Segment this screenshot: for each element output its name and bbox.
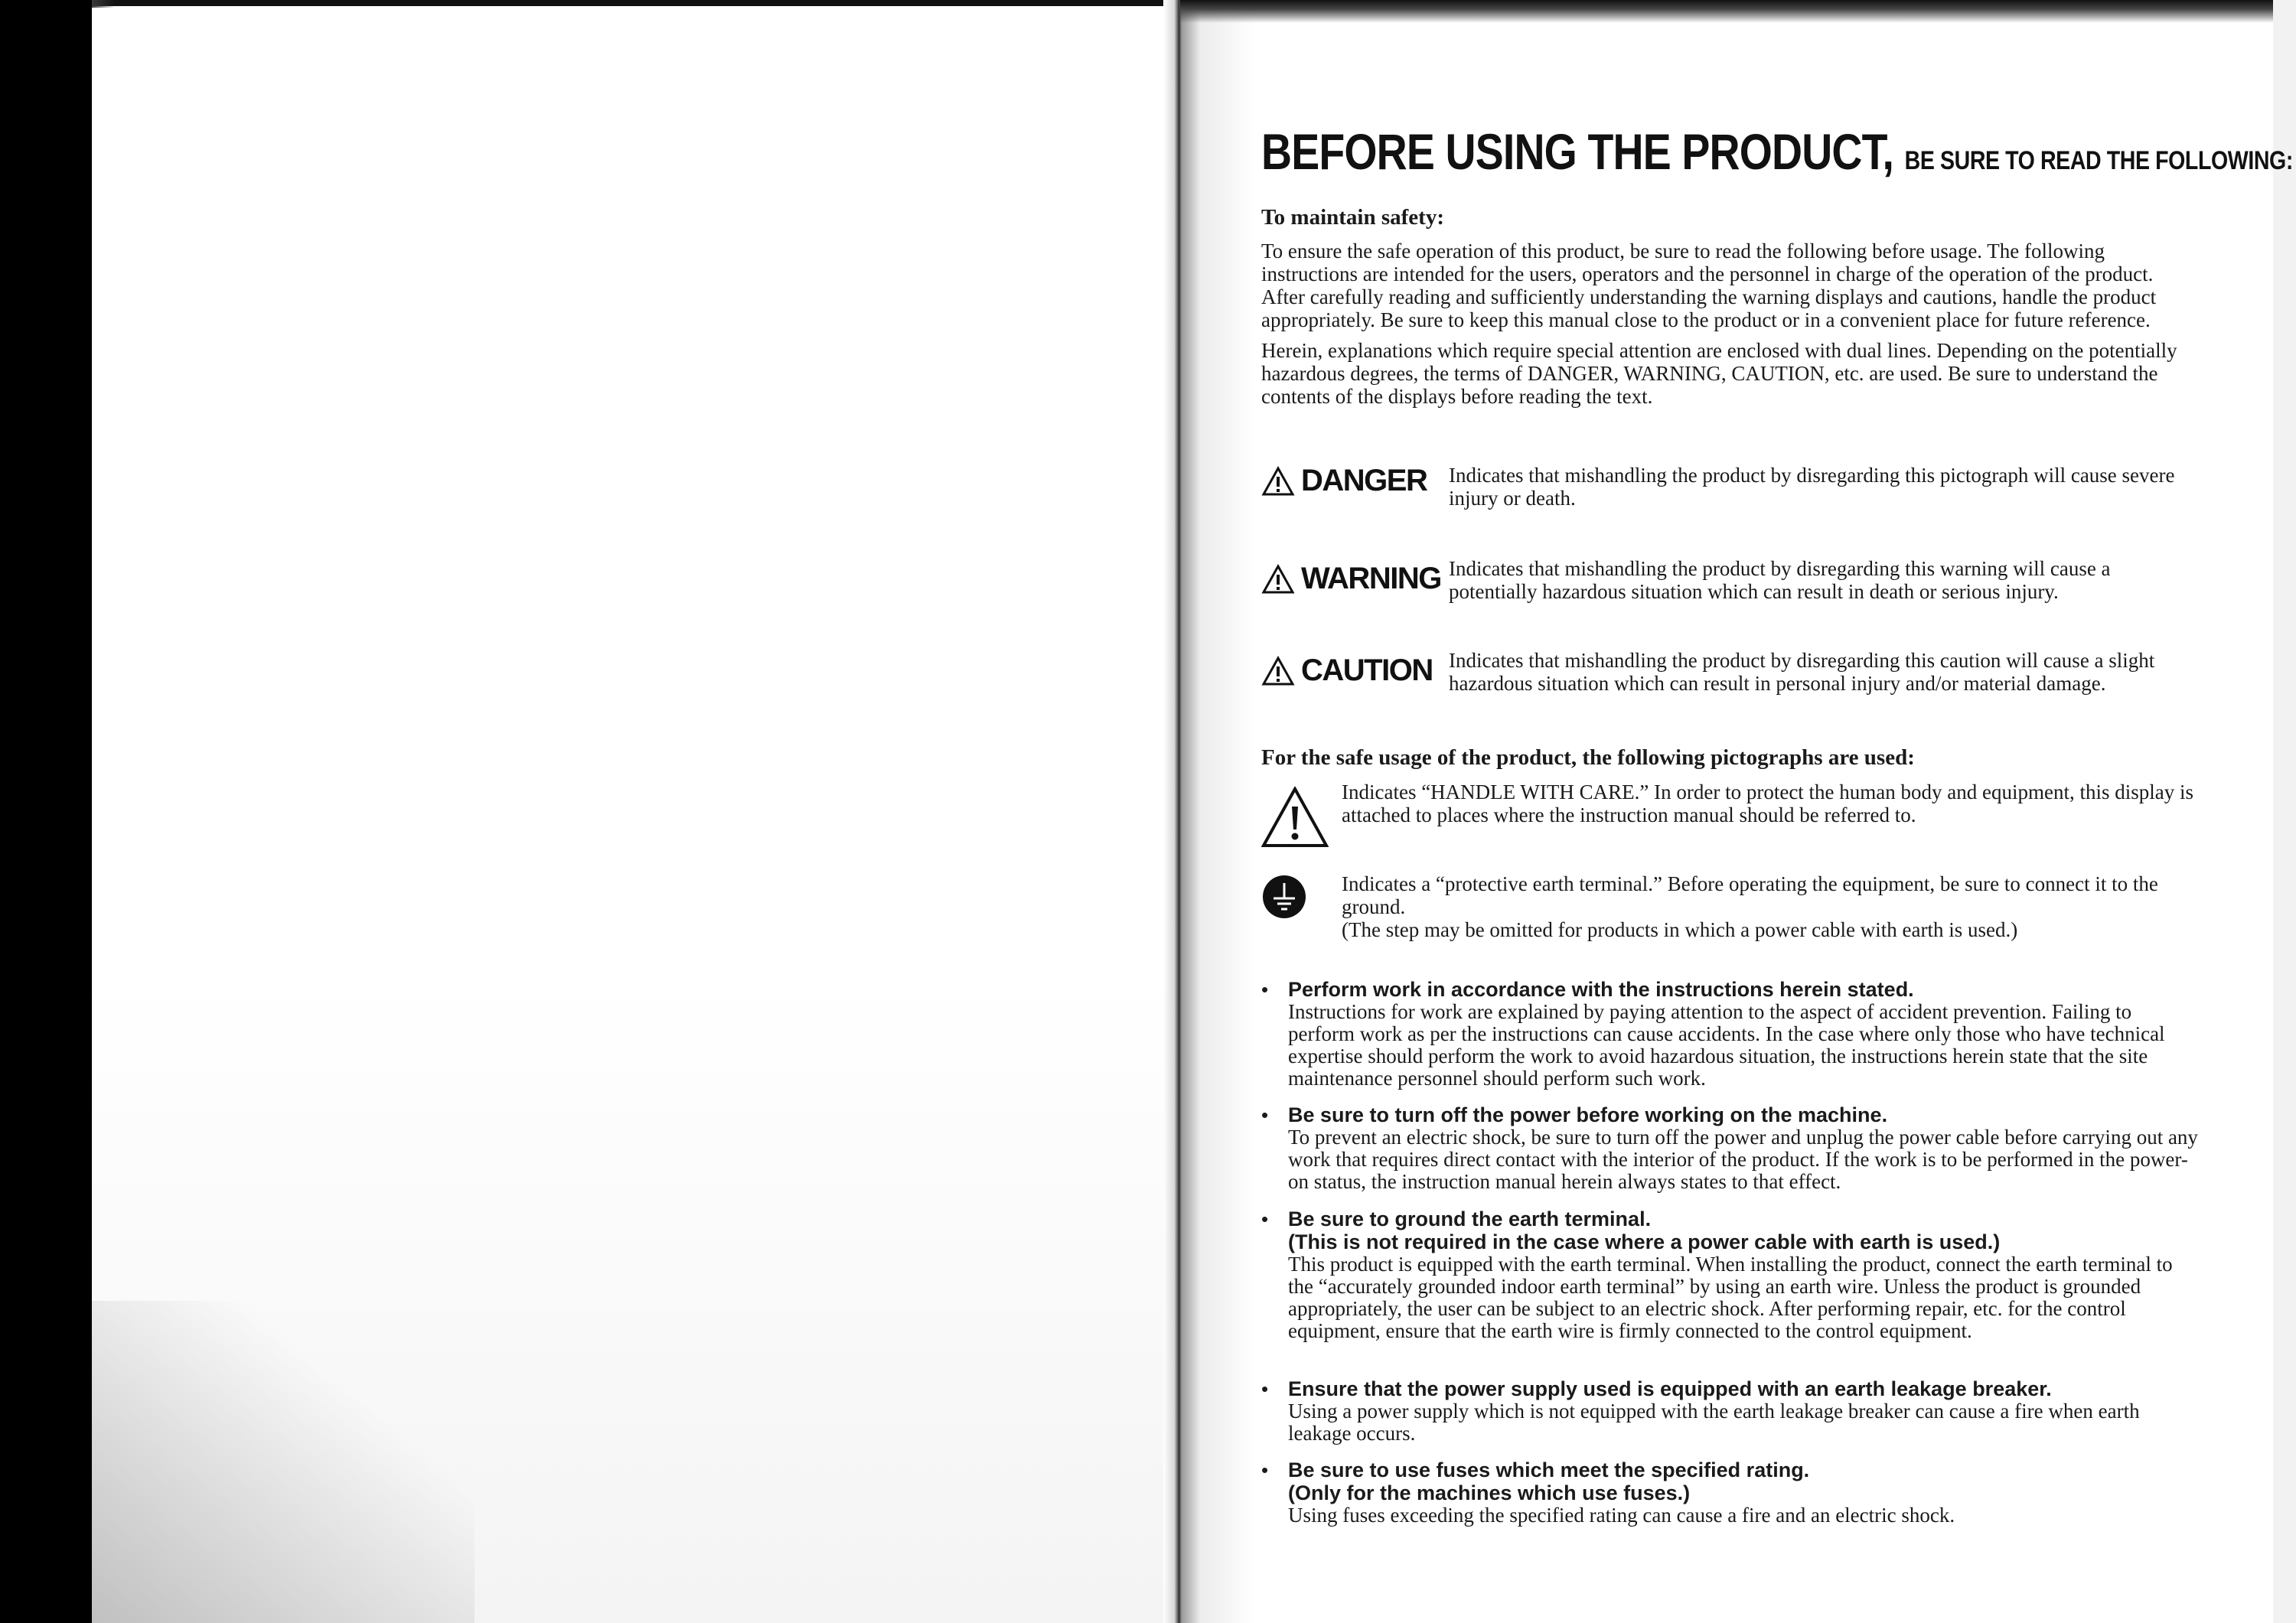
handle-with-care-description: Indicates “HANDLE WITH CARE.” In order to protect the human body and equipment, this display is attached to places where the instruction manual should be referred to. (1342, 781, 2193, 826)
bullet-text: Using a power supply which is not equipped with the earth leakage breaker can cause a fire when earth leakage occurs. (1288, 1400, 2140, 1445)
safety-heading: To maintain safety: (1261, 205, 1444, 230)
bullet-subheading: (Only for the machines which use fuses.) (1288, 1481, 1691, 1504)
warning-triangle-icon (1261, 656, 1295, 686)
protective-earth-note: (The step may be omitted for products in which a power cable with earth is used.) (1342, 918, 2018, 941)
title-sub: BE SURE TO READ THE FOLLOWING: (1904, 146, 2293, 175)
bullet-dot: • (1261, 1377, 1269, 1400)
bullet-heading: Be sure to turn off the power before working on the machine. (1288, 1103, 1888, 1126)
bullet-subheading: (This is not required in the case where a power cable with earth is used.) (1288, 1230, 2001, 1253)
bullet-dot: • (1261, 978, 1269, 1001)
warning-label: WARNING (1261, 562, 1441, 596)
caution-description: Indicates that mishandling the product by disregarding this caution will cause a slight hazardous situation which can result in personal injury and/or material damage. (1449, 649, 2155, 695)
safety-dual-lines-paragraph: Herein, explanations which require special attention are enclosed with dual lines. Depending on the potentially hazardous degrees, the terms of DANGER, WARNING, CAUTION, etc. are used. Be sure to understand the contents of the displays before reading the text. (1261, 339, 2177, 408)
protective-earth-description: Indicates a “protective earth terminal.” Before operating the equipment, be sure to connect it to the ground. (The step may be omitted for products in which a power cable with earth is used.) (1342, 872, 2158, 941)
pictographs-heading: For the safe usage of the product, the following pictographs are used: (1261, 745, 1915, 770)
left-page-shadow (92, 1301, 475, 1623)
protective-earth-icon (1261, 874, 1307, 924)
page-title (1261, 122, 2293, 181)
danger-description: Indicates that mishandling the product by disregarding this pictograph will cause severe injury or death. (1449, 464, 2175, 510)
safety-section (1261, 205, 2197, 408)
scan-left-border (0, 0, 92, 1623)
bullet-heading: Be sure to ground the earth terminal. (1288, 1207, 1652, 1230)
bullet-dot: • (1261, 1458, 1269, 1481)
bullet-text: To prevent an electric shock, be sure to turn off the power and unplug the power cable before carrying out any work that requires direct contact with the interior of the product. If the work is to be performed in the power-on status, the instruction manual herein always states to that effect. (1288, 1126, 2198, 1193)
bullet-heading: Be sure to use fuses which meet the specified rating. (1288, 1458, 1810, 1481)
book-gutter (1163, 0, 1255, 1623)
warning-triangle-icon (1261, 564, 1295, 595)
bullet-dot: • (1261, 1103, 1269, 1126)
warning-description: Indicates that mishandling the product by disregarding this warning will cause a potentially hazardous situation which can result in death or serious injury. (1449, 557, 2111, 603)
title-main: BEFORE USING THE PRODUCT, (1261, 123, 1894, 180)
bullet-heading: Ensure that the power supply used is equipped with an earth leakage breaker. (1288, 1377, 2052, 1400)
bullet-dot: • (1261, 1207, 1269, 1230)
right-page-edge (2273, 0, 2296, 1623)
warning-triangle-icon (1261, 466, 1295, 497)
handle-with-care-icon (1261, 787, 1329, 852)
safety-intro-paragraph: To ensure the safe operation of this product, be sure to read the following before usage. The following instructions are intended for the users, operators and the personnel in charge of the operation of the product. After carefully reading and sufficiently understanding the warning displays and cautions, handle the product appropriately. Be sure to keep this manual close to the product or in a convenient place for future reference. (1261, 240, 2157, 331)
right-page-top-shadow (1180, 0, 2296, 23)
bullet-text: This product is equipped with the earth terminal. When installing the product, connect the earth terminal to the “accurately grounded indoor earth terminal” by using an earth wire. Unless the product is grounded appropriately, the user can be subject to an electric shock. After performing repair, etc. for the control equipment, ensure that the earth wire is firmly connected to the control equipment. (1288, 1253, 2173, 1342)
bullet-heading: Perform work in accordance with the instructions herein stated. (1288, 978, 1914, 1001)
caution-label: CAUTION (1261, 653, 1433, 688)
bullet-text: Instructions for work are explained by paying attention to the aspect of accident prevention. Failing to perform work as per the instructions can cause accidents. In the case where only those who have technical expertise should perform the work to avoid hazardous situation, the instructions herein state that the site maintenance personnel should perform such work. (1288, 1000, 2165, 1090)
bullet-text: Using fuses exceeding the specified rating can cause a fire and an electric shock. (1288, 1504, 1955, 1527)
danger-label: DANGER (1261, 464, 1427, 498)
